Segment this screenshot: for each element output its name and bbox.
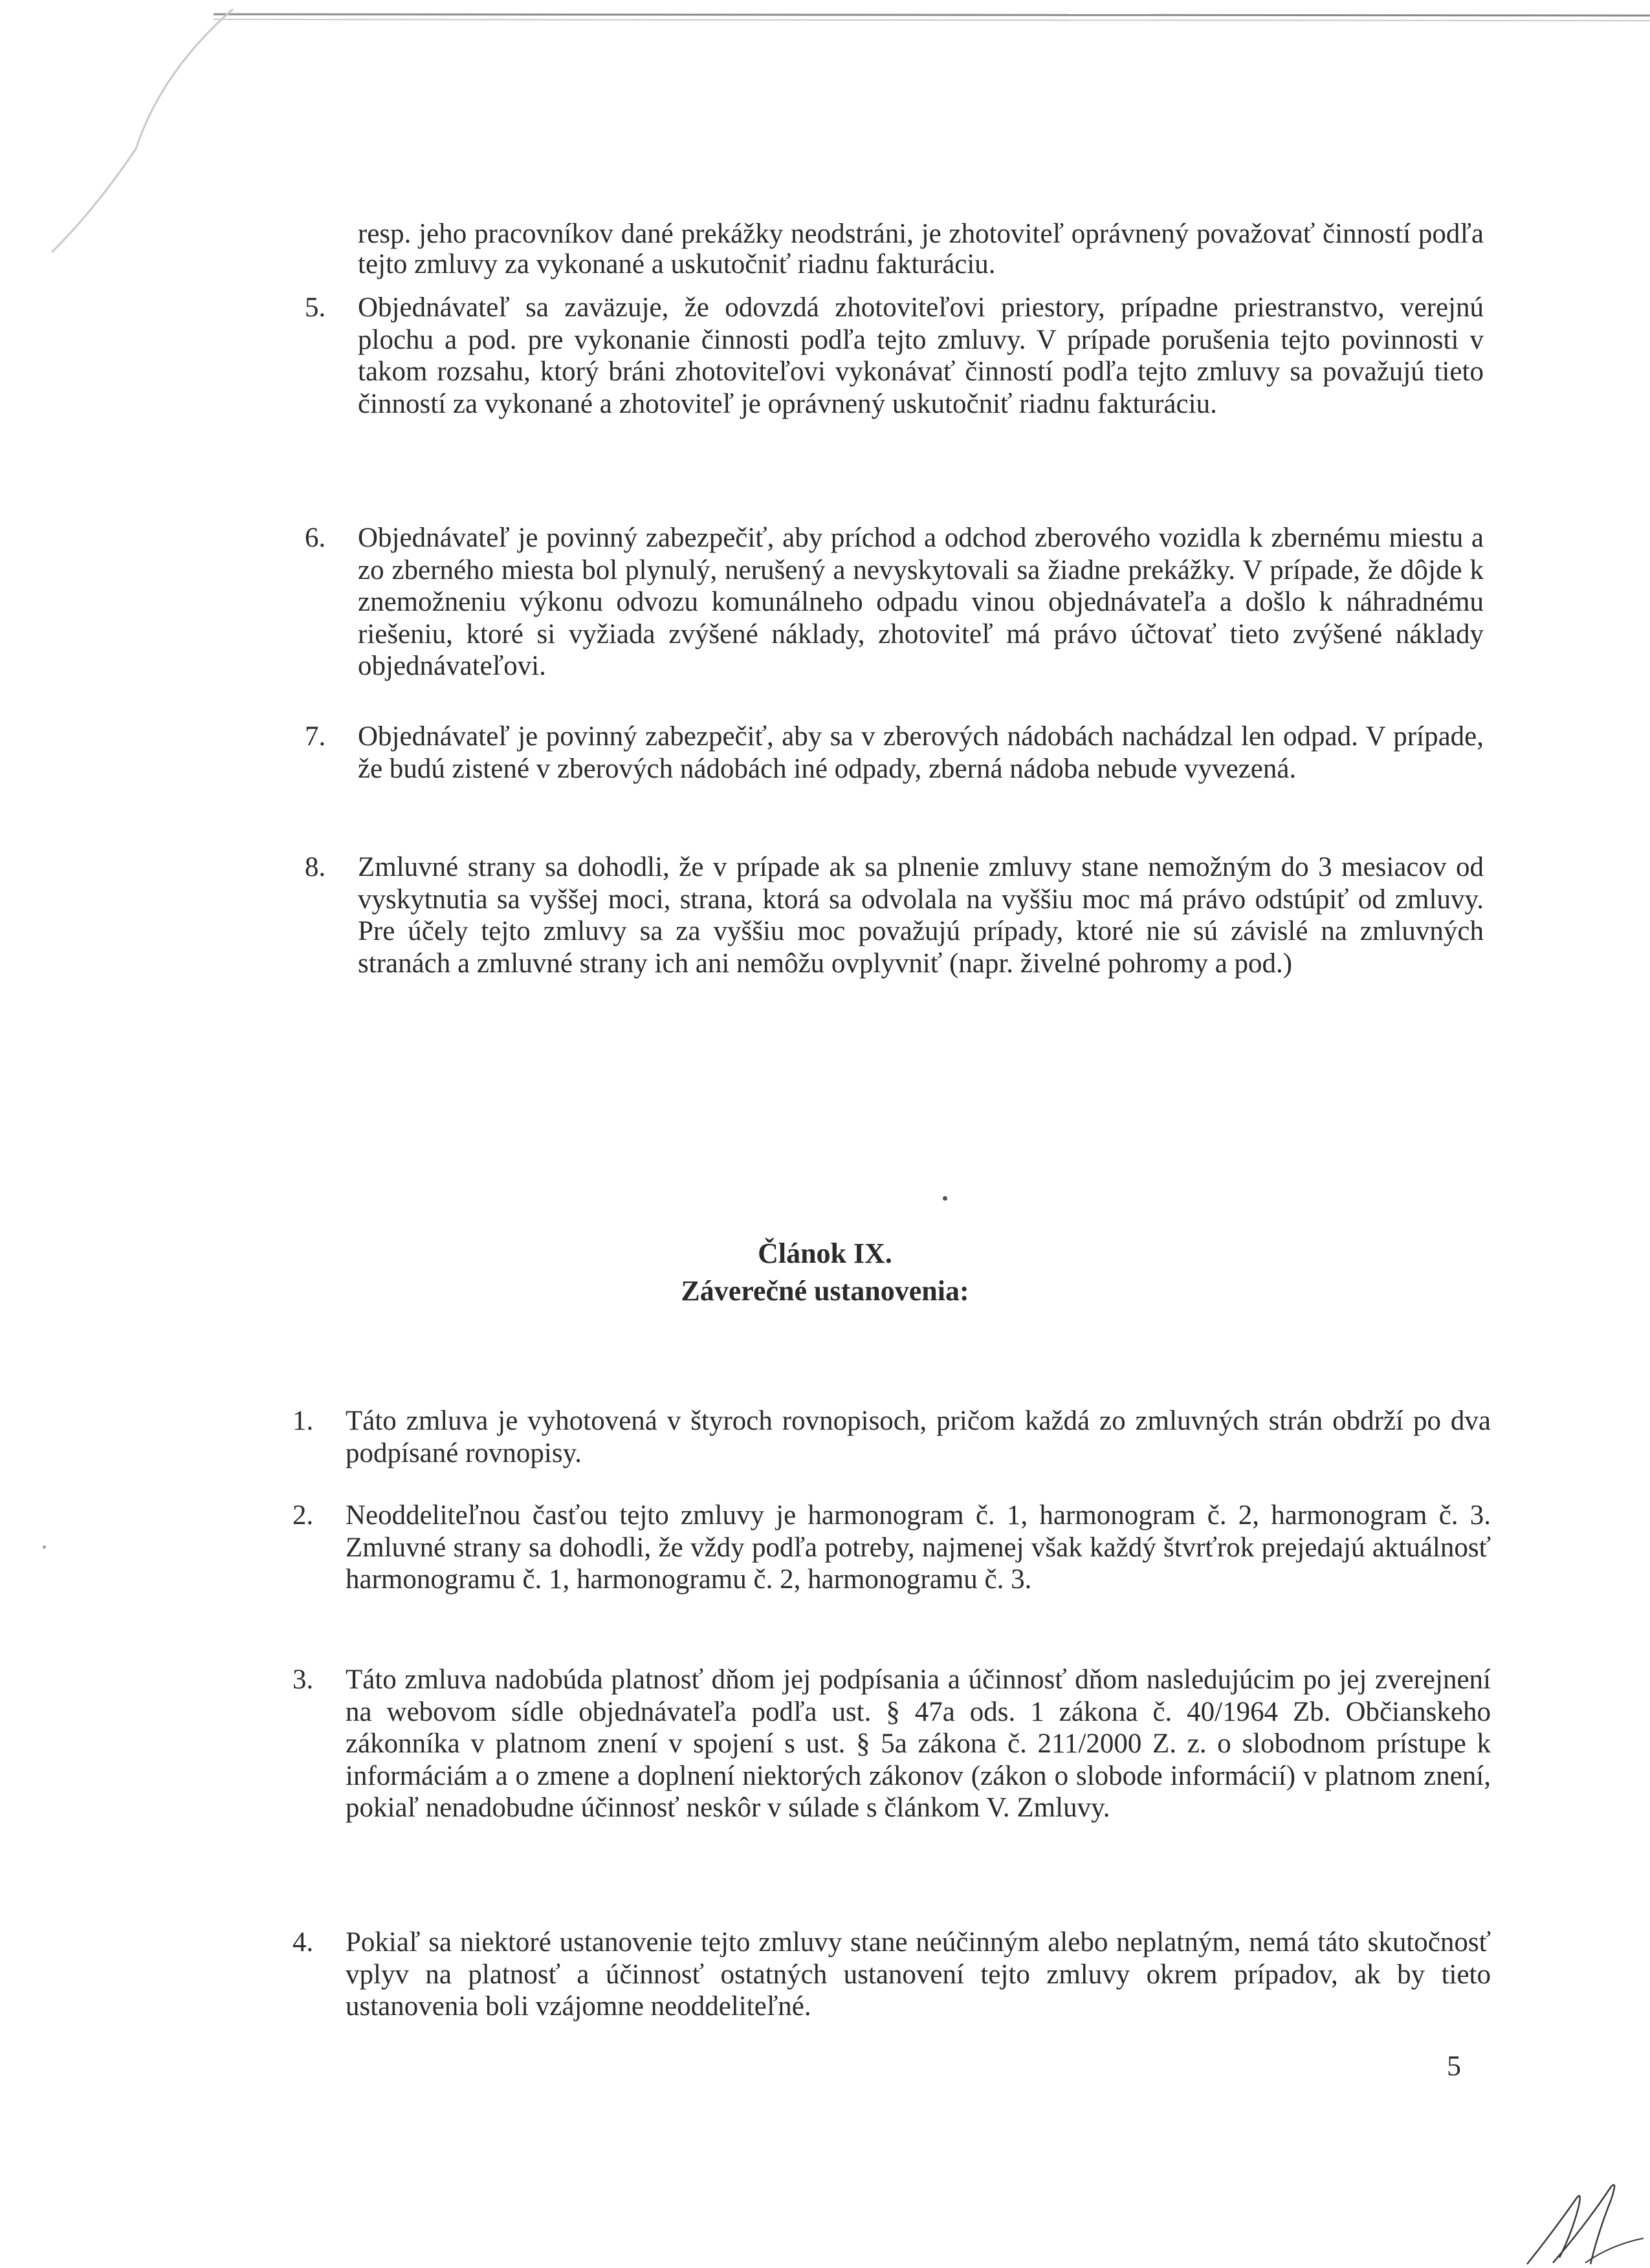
item-number: 8. (305, 852, 326, 882)
item-number: 3. (292, 1664, 314, 1695)
item-number: 2. (292, 1500, 314, 1531)
item-text: Táto zmluva nadobúda platnosť dňom jej podpísania a účinnosť dňom nasledujúcim po jej zverejnení na webovom sídle objednávateľa podľa ust. § 47a ods. 1 zákona č. 40/1964 Zb. Občianskeho zákonníka v platnom znení v spojení s ust. § 5a zákona č. 211/2000 Z. z. o slobodnom prístupe k informáciám a o zmene a doplnení niektorých zákonov (zákon o slobode informácií) v platnom znení, pokiaľ nenadobudne účinnosť neskôr v súlade s článkom V. Zmluvy. (346, 1664, 1491, 1823)
item-number: 6. (305, 523, 326, 553)
article-heading: Článok IX. (758, 1238, 892, 1269)
signature-initials (1514, 2161, 1650, 2268)
item-text: Objednávateľ je povinný zabezpečiť, aby príchod a odchod zberového vozidla k zbernému miestu a zo zberného miesta bol plynulý, nerušený a nevyskytovali sa žiadne prekážky. V prípade, že dôjde k znemožneniu výkonu odvozu komunálneho odpadu vinou objednávateľa a došlo k náhradnému riešeniu, ktoré si vyžiada zvýšené náklady, zhotoviteľ má právo účtovať tieto zvýšené náklady objednávateľovi. (358, 523, 1484, 681)
item-text: Zmluvné strany sa dohodli, že v prípade ak sa plnenie zmluvy stane nemožným do 3 mesiacov od vyskytnutia sa vyššej moci, strana, ktorá sa odvolala na vyššiu moc má právo odstúpiť od zmluvy. Pre účely tejto zmluvy sa za vyššiu moc považujú prípady, ktoré nie sú závislé na zmluvných stranách a zmluvné strany ich ani nemôžu ovplyvniť (napr. živelné pohromy a pod.) (358, 852, 1484, 979)
continuation-paragraph: resp. jeho pracovníkov dané prekážky neodstráni, je zhotoviteľ oprávnený považovať činností podľa tejto zmluvy za vykonané a uskutočniť riadnu fakturáciu. (358, 219, 1484, 279)
item-text: Objednávateľ sa zaväzuje, že odovzdá zhotoviteľovi priestory, prípadne priestranstvo, verejnú plochu a pod. pre vykonanie činnosti podľa tejto zmluvy. V prípade porušenia tejto povinnosti v takom rozsahu, ktorý bráni zhotoviteľovi vykonávať činností podľa tejto zmluvy sa považujú tieto činností za vykonané a zhotoviteľ je oprávnený uskutočniť riadnu fakturáciu. (358, 292, 1484, 419)
item-number: 5. (305, 292, 326, 323)
article-subheading: Záverečné ustanovenia: (681, 1275, 969, 1307)
item-number: 7. (305, 721, 326, 752)
scan-dot (943, 1196, 947, 1201)
item-text: Objednávateľ je povinný zabezpečiť, aby sa v zberových nádobách nachádzal len odpad. V prípade, že budú zistené v zberových nádobách iné odpady, zberná nádoba nebude vyvezená. (358, 721, 1484, 784)
item-number: 1. (292, 1406, 314, 1436)
item-text: Neoddeliteľnou časťou tejto zmluvy je harmonogram č. 1, harmonogram č. 2, harmonogram č. 3. Zmluvné strany sa dohodli, že vždy podľa potreby, najmenej však každý štvrťrok prejedajú aktuálnosť harmonogramu č. 1, harmonogramu č. 2, harmonogramu č. 3. (346, 1500, 1491, 1595)
page-number: 5 (1447, 2050, 1461, 2082)
scan-dot (43, 1545, 46, 1549)
item-text: Táto zmluva je vyhotovená v štyroch rovnopisoch, pričom každá zo zmluvných strán obdrží po dva podpísané rovnopisy. (346, 1406, 1491, 1468)
item-text: Pokiaľ sa niektoré ustanovenie tejto zmluvy stane neúčinným alebo neplatným, nemá táto skutočnosť vplyv na platnosť a účinnosť ostatných ustanovení tejto zmluvy okrem prípadov, ak by tieto ustanovenia boli vzájomne neoddeliteľné. (346, 1927, 1491, 2022)
item-number: 4. (292, 1927, 314, 1957)
